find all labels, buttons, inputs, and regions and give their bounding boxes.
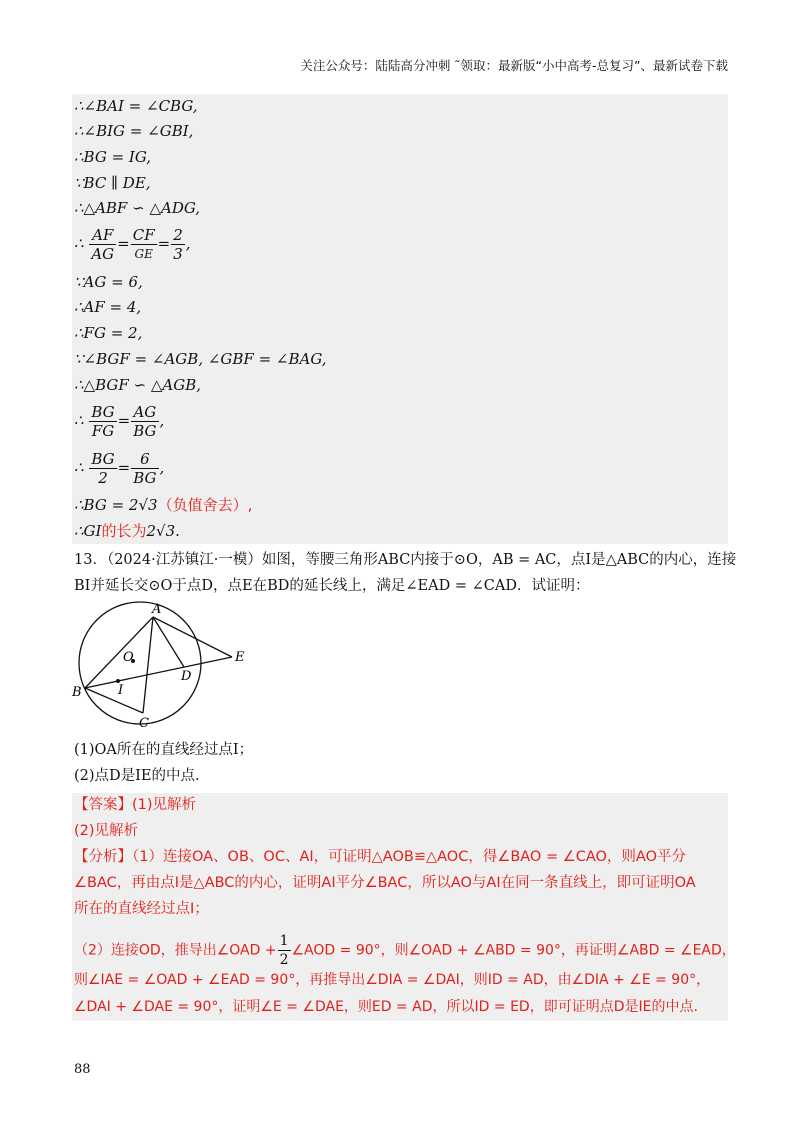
- fraction-prefix: ∴: [74, 411, 84, 430]
- gi-text: 的长为: [101, 522, 147, 540]
- proof-line: ∴AF = 4,: [74, 298, 142, 316]
- fraction-denominator: BG: [133, 469, 157, 487]
- fraction-numerator: AG: [131, 403, 158, 422]
- gi-prefix: ∴GI: [74, 522, 102, 540]
- label-b: B: [72, 685, 82, 700]
- fraction-denominator: GE: [134, 247, 153, 261]
- fraction-denominator: AG: [91, 245, 115, 263]
- proof-line: ∴∠BIG = ∠GBI,: [74, 122, 194, 140]
- analysis-line-5: 则∠IAE = ∠OAD + ∠EAD = 90°，再推导出∠DIA = ∠DAI，则ID = AD，由∠DIA + ∠E = 90°，: [74, 972, 711, 988]
- label-o: O: [123, 650, 134, 665]
- proof-line: ∵∠BGF = ∠AGB, ∠GBF = ∠BAG,: [74, 350, 327, 368]
- fraction-denominator: BG: [133, 422, 157, 440]
- question-1: (1)OA所在的直线经过点I；: [74, 742, 254, 758]
- question-2: (2)点D是IE的中点.: [74, 768, 200, 784]
- page-number: 88: [74, 1062, 91, 1077]
- fraction-denominator: 2: [279, 952, 289, 968]
- analysis-text: （1）连接OA、OB、OC、AI，可证明△AOB≌△AOC，得∠BAO = ∠CAO，则AO平分: [132, 849, 686, 865]
- analysis-line-2: ∠BAC，再由点I是△ABC的内心，证明AI平分∠BAC，所以AO与AI在同一条直线上，即可证明OA: [74, 875, 696, 891]
- label-i: I: [118, 683, 124, 698]
- analysis-line-3: 所在的直线经过点I；: [74, 901, 209, 917]
- label-e: E: [235, 650, 245, 665]
- fraction-equation-2: ∴ $\frac{BG}{FG}$ = $\frac{AG}{BG}$ ,: [74, 403, 165, 440]
- segment-be: [85, 657, 232, 688]
- proof-line: ∴BG = IG,: [74, 148, 152, 166]
- gi-value: 2√3.: [146, 522, 180, 540]
- label-d: D: [181, 669, 192, 684]
- answer-1: (1)见解析: [132, 797, 197, 813]
- fraction-numerator: BG: [91, 450, 115, 468]
- proof-line: ∴FG = 2,: [74, 324, 143, 342]
- analysis-text: ∠AOD = 90°，则∠OAD + ∠ABD = 90°，再证明∠ABD = ∠EAD，: [291, 942, 736, 959]
- fraction-denominator: 2: [98, 469, 108, 487]
- proof-line: ∴∠BAI = ∠CBG,: [74, 97, 198, 115]
- fraction: [131, 403, 158, 440]
- analysis-line-1: [74, 847, 686, 867]
- fraction-numerator: 2: [173, 226, 183, 244]
- fraction-numerator: 1: [279, 933, 289, 949]
- analysis-text: （2）连接OD，推导出∠OAD +: [74, 942, 277, 959]
- solution-shade-top: [72, 94, 728, 544]
- fraction: [131, 450, 158, 487]
- fraction: [171, 226, 185, 263]
- fraction: [89, 226, 116, 263]
- segment-bc: [85, 688, 143, 713]
- label-c: C: [139, 716, 149, 731]
- analysis-line-6: ∠DAI + ∠DAE = 90°，证明∠E = ∠DAE，则ED = AD，所以ID = ED，即可证明点D是IE的中点.: [74, 999, 698, 1015]
- problem-line-1: 13．（2024·江苏镇江·一模）如图，等腰三角形ABC内接于⊙O，AB = AC，点I是△ABC的内心，连接: [74, 552, 737, 568]
- proof-line: ∵BC ∥ DE,: [74, 174, 151, 192]
- fraction-numerator: BG: [91, 403, 115, 421]
- fraction-equation-3: ∴ $\frac{BG}{2}$ = $\frac{6}{BG}$ ,: [74, 450, 165, 487]
- fraction-prefix: ∴: [74, 234, 84, 253]
- fraction: [89, 403, 116, 440]
- bg-result: ∴BG = 2√3: [74, 496, 158, 514]
- analysis-label: 【分析】: [74, 849, 132, 865]
- fraction: [89, 450, 116, 487]
- proof-line: ∴△ABF ∽ △ADG,: [74, 199, 201, 217]
- problem-line-2: BI并延长交⊙O于点D，点E在BD的延长线上，满足∠EAD = ∠CAD．试证明：: [74, 578, 590, 594]
- fraction-denominator: FG: [91, 422, 115, 440]
- geometry-figure: [70, 600, 260, 735]
- circle-o: [79, 602, 201, 724]
- answer-label: 【答案】: [74, 797, 132, 813]
- bg-result-line: [74, 495, 252, 515]
- segment-ac: [143, 617, 153, 713]
- fraction: [131, 226, 157, 263]
- fraction-equation-1: ∴ $\frac{AF}{AG}$ = $\frac{CF}{GE}$ = $\frac{2}{3}$ ,: [74, 226, 191, 263]
- fraction-numerator: CF: [132, 226, 155, 244]
- analysis-line-4: [74, 932, 736, 969]
- proof-line: ∵AG = 6,: [74, 273, 143, 291]
- fraction-numerator: AF: [89, 226, 116, 245]
- proof-line: ∴△BGF ∽ △AGB,: [74, 376, 202, 394]
- fraction-half: [278, 932, 291, 969]
- segment-ab: [85, 617, 153, 688]
- fraction-prefix: ∴: [74, 458, 84, 477]
- page-header: 关注公众号：陆陆高分冲刺 ˜领取：最新版“小中高考-总复习”、最新试卷下载: [300, 58, 728, 73]
- fraction-numerator: 6: [131, 450, 158, 469]
- answer-line-1: [74, 795, 196, 815]
- fraction-denominator: 3: [173, 245, 183, 263]
- label-a: A: [152, 602, 162, 617]
- answer-2: (2)见解析: [74, 823, 139, 839]
- gi-result-line: [74, 521, 180, 541]
- bg-note: （负值舍去）,: [157, 496, 253, 514]
